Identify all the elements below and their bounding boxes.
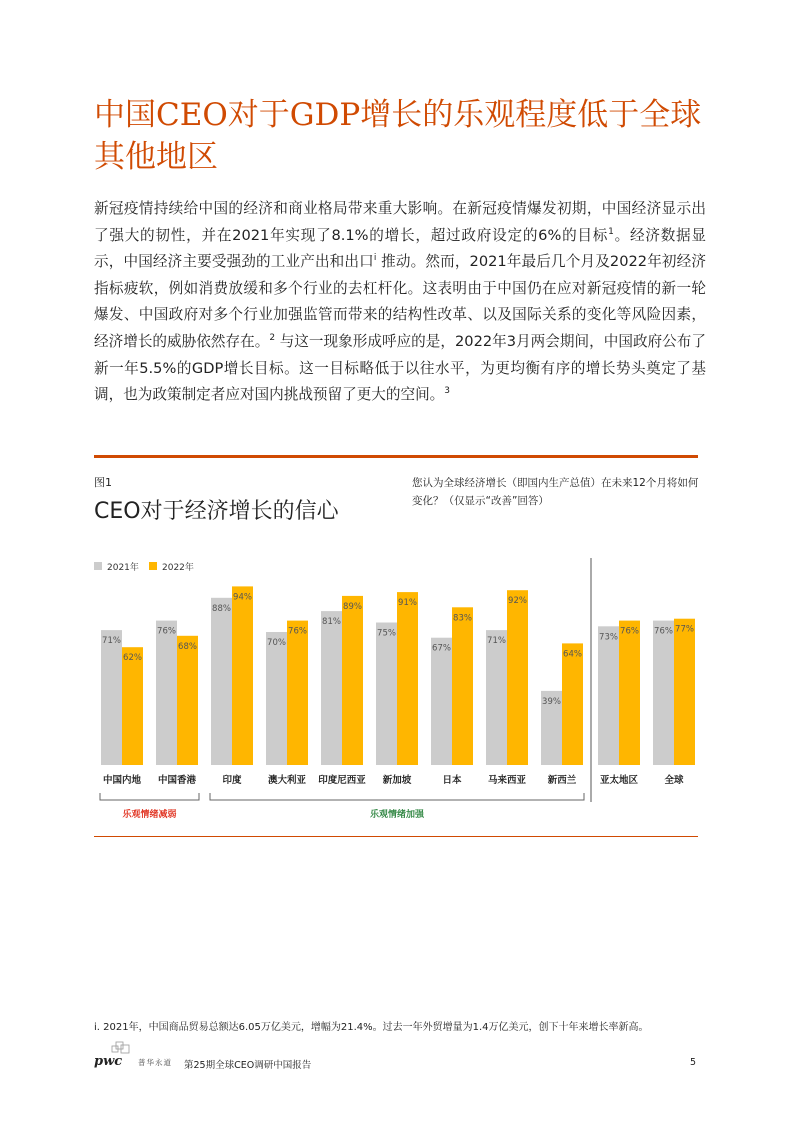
- figure-title: CEO对于经济增长的信心: [94, 499, 339, 524]
- bar: [376, 623, 397, 766]
- data-label: 83%: [453, 613, 472, 624]
- category-label: 全球: [664, 775, 684, 786]
- legend-swatch: [94, 562, 102, 570]
- category-label: 新加坡: [382, 775, 412, 786]
- bar: [507, 590, 528, 765]
- legend-label: 2022年: [162, 563, 194, 573]
- data-label: 94%: [233, 592, 252, 603]
- bar: [562, 643, 583, 765]
- footnote-ref[interactable]: 1: [608, 226, 614, 237]
- figure-label: 图1: [94, 476, 112, 489]
- bar: [177, 636, 198, 765]
- paragraph-part: 。经济数据显示，中国经济主要受强劲的工业产出和出口: [94, 226, 706, 271]
- footer-report-title: 第25期全球CEO调研中国报告: [184, 1060, 312, 1071]
- data-label: 70%: [267, 638, 286, 648]
- category-label: 澳大利亚: [267, 775, 307, 786]
- category-label: 新西兰: [547, 775, 577, 786]
- paragraph-part: 与这一现象形成呼应的是，2022年3月两会期间，中国政府公布了新一年5.5%的GDP增长目标。这一目标略低于以往水平，为更均衡有序的增长势头奠定了基调，也为政策制定者应对国内挑战预留了更大的空间。: [94, 332, 706, 404]
- group-label: 乐观情绪加强: [369, 810, 425, 820]
- category-label: 日本: [442, 775, 462, 786]
- data-label: 73%: [599, 632, 618, 643]
- data-label: 39%: [542, 696, 561, 707]
- bar: [342, 596, 363, 765]
- footnote-ref[interactable]: i: [373, 253, 377, 264]
- bar: [397, 592, 418, 765]
- bar: [232, 586, 253, 765]
- data-label: 76%: [654, 626, 673, 637]
- bar: [653, 621, 674, 765]
- category-label: 中国内地: [102, 775, 142, 786]
- bar: [674, 619, 695, 765]
- bar: [156, 621, 177, 765]
- data-label: 76%: [157, 626, 176, 637]
- bar: [431, 638, 452, 765]
- data-label: 76%: [620, 626, 639, 637]
- group-bracket: [100, 793, 199, 800]
- category-label: 印度: [222, 775, 242, 786]
- footnote-ref[interactable]: 2: [269, 333, 276, 344]
- data-label: 71%: [487, 636, 506, 647]
- bar: [486, 630, 507, 765]
- bar: [266, 632, 287, 765]
- bar: [211, 598, 232, 765]
- footnote-ref[interactable]: 3: [444, 386, 450, 397]
- category-label: 亚太地区: [599, 775, 639, 786]
- legend-label: 2021年: [107, 563, 139, 573]
- category-label: 中国香港: [157, 775, 197, 786]
- group-label: 乐观情绪减弱: [122, 810, 177, 820]
- page-title: 中国CEO对于GDP增长的乐观程度低于全球其他地区: [94, 97, 702, 175]
- paragraph-part: 推动。然而，2021年最后几个月及2022年初经济指标疲软，例如消费放缓和多个行业的去杠杆化。这表明由于中国仍在应对新冠疫情的新一轮爆发、中国政府对多个行业加强监管而带来的结构性改革、以及国际关系的变化等风险因素，经济增长的威胁依然存在。: [94, 253, 706, 350]
- figure-bottom-rule: [94, 836, 698, 837]
- footnote: i. 2021年，中国商品贸易总额达6.05万亿美元，增幅为21.4%。过去一年外贸增量为1.4万亿美元，创下十年来增长率新高。: [94, 1022, 649, 1033]
- legend-swatch: [149, 562, 157, 570]
- page-number: 5: [690, 1057, 697, 1068]
- group-bracket: [210, 793, 584, 800]
- category-label: 印度尼西亚: [318, 775, 366, 786]
- bar: [452, 607, 473, 765]
- bar: [122, 647, 143, 765]
- bar: [598, 626, 619, 765]
- bar: [101, 630, 122, 765]
- data-label: 88%: [212, 603, 231, 614]
- data-label: 64%: [563, 649, 582, 660]
- data-label: 62%: [123, 653, 142, 664]
- data-label: 77%: [675, 624, 694, 635]
- data-label: 76%: [288, 626, 307, 637]
- bar: [321, 611, 342, 765]
- bar: [619, 621, 640, 765]
- category-label: 马来西亚: [487, 775, 527, 786]
- data-label: 81%: [322, 617, 341, 628]
- data-label: 89%: [343, 601, 362, 612]
- data-label: 67%: [432, 643, 451, 654]
- paragraph-part: 新冠疫情持续给中国的经济和商业格局带来重大影响。在新冠疫情爆发初期，中国经济显示出了强大的韧性，并在2021年实现了8.1%的增长，超过政府设定的6%的目标: [94, 200, 706, 244]
- pwc-logo-text: pwc: [94, 1054, 123, 1069]
- bar: [287, 621, 308, 765]
- footer-brand: 普华永道: [138, 1058, 172, 1067]
- data-label: 92%: [508, 596, 527, 607]
- data-label: 71%: [102, 636, 121, 647]
- data-label: 75%: [377, 628, 396, 639]
- data-label: 91%: [398, 598, 417, 609]
- figure-question: 您认为全球经济增长（即国内生产总值）在未来12个月将如何变化？（仅显示“改善”回答）: [412, 477, 699, 507]
- data-label: 68%: [178, 641, 197, 652]
- pwc-logo-icon: [110, 1040, 132, 1054]
